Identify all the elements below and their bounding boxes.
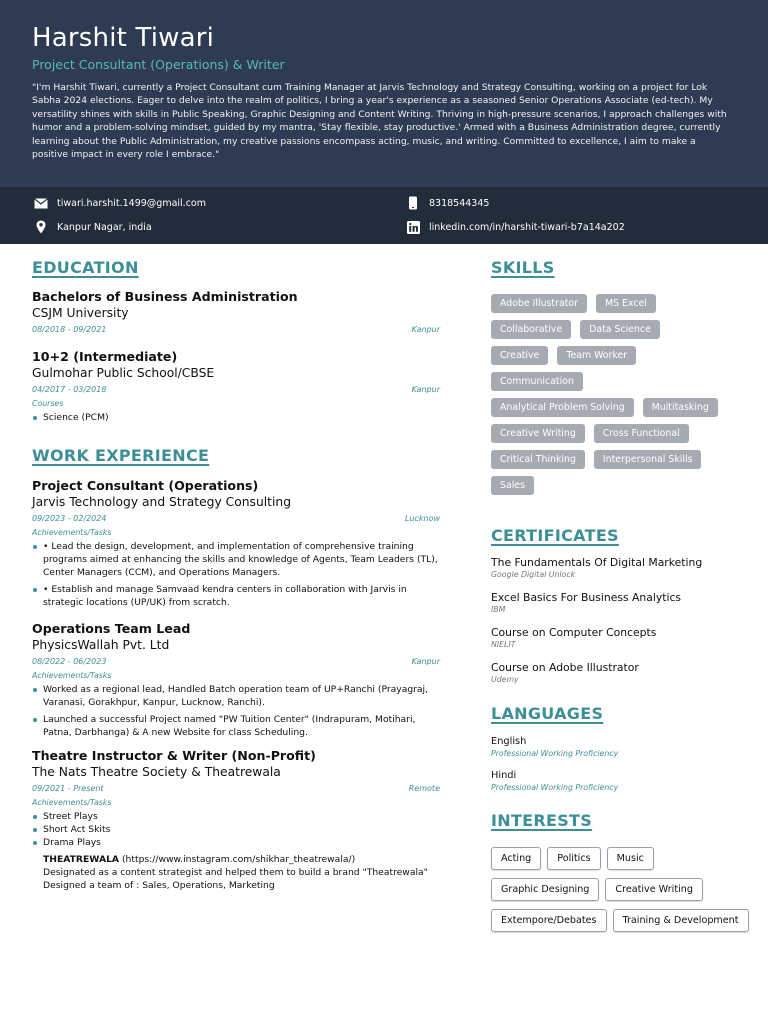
location-text: Kanpur Nagar, india bbox=[57, 221, 152, 233]
company-name: The Nats Theatre Society & Theatrewala bbox=[32, 765, 281, 779]
email-text: tiwari.harshit.1499@gmail.com bbox=[57, 197, 206, 209]
education-meta bbox=[32, 384, 440, 396]
skill-tag: Team Worker bbox=[557, 346, 636, 365]
education-dates: 08/2018 - 09/2021 bbox=[32, 325, 107, 334]
skills-list bbox=[491, 294, 731, 502]
skill-tag: Interpersonal Skills bbox=[594, 450, 702, 469]
interests-heading: INTERESTS bbox=[491, 811, 593, 830]
tasks-label: Achievements/Tasks bbox=[32, 798, 112, 807]
language-name: Hindi bbox=[491, 770, 517, 781]
education-meta bbox=[32, 324, 440, 336]
candidate-name: Harshit Tiwari bbox=[32, 23, 215, 53]
languages-heading: LANGUAGES bbox=[491, 704, 604, 723]
certificate-issuer: IBM bbox=[491, 605, 506, 614]
degree-title: Bachelors of Business Administration bbox=[32, 289, 298, 304]
courses-label: Courses bbox=[32, 399, 64, 408]
theatrewala-line: Designated as a content strategist and helped them to build a brand "Theatrewala" bbox=[43, 867, 428, 878]
tasks-list bbox=[32, 683, 440, 739]
interest-tag: Extempore/Debates bbox=[491, 909, 607, 932]
work-location: Remote bbox=[408, 784, 440, 793]
location-pin-icon bbox=[34, 220, 48, 234]
job-role: Operations Team Lead bbox=[32, 621, 191, 636]
tasks-label: Achievements/Tasks bbox=[32, 528, 112, 537]
education-entry bbox=[32, 348, 440, 424]
work-dates: 08/2022 - 06/2023 bbox=[32, 657, 107, 666]
tasks-list bbox=[32, 810, 440, 849]
tasks-label: Achievements/Tasks bbox=[32, 671, 112, 680]
work-dates: 09/2023 - 02/2024 bbox=[32, 514, 107, 523]
candidate-title: Project Consultant (Operations) & Writer bbox=[32, 57, 285, 72]
certificate-item bbox=[491, 661, 753, 685]
certificate-item bbox=[491, 591, 753, 615]
skill-tag: Analytical Problem Solving bbox=[491, 398, 634, 417]
certificates-list bbox=[491, 556, 753, 685]
school-name: CSJM University bbox=[32, 306, 129, 320]
job-role: Theatre Instructor & Writer (Non-Profit) bbox=[32, 748, 316, 763]
left-column bbox=[32, 256, 440, 892]
certificate-item bbox=[491, 626, 753, 650]
list-item: Street Plays bbox=[32, 810, 440, 823]
company-name: Jarvis Technology and Strategy Consulting bbox=[32, 495, 292, 509]
interest-tag: Graphic Designing bbox=[491, 878, 599, 901]
certificate-name: Course on Computer Concepts bbox=[491, 626, 657, 639]
list-item: Drama Plays bbox=[32, 836, 440, 849]
contact-location bbox=[34, 219, 152, 235]
work-entry bbox=[32, 747, 440, 892]
education-heading: EDUCATION bbox=[32, 258, 139, 277]
school-name: Gulmohar Public School/CBSE bbox=[32, 366, 215, 380]
interests-list bbox=[491, 847, 759, 940]
work-meta bbox=[32, 783, 440, 795]
theatrewala-link[interactable]: (https://www.instagram.com/shikhar_theatrewala/) bbox=[119, 854, 356, 865]
contact-email[interactable] bbox=[34, 195, 206, 211]
skill-tag: Sales bbox=[491, 476, 534, 495]
phone-text: 8318544345 bbox=[429, 197, 490, 209]
list-item: Worked as a regional lead, Handled Batch operation team of UP+Ranchi (Prayagraj, Varanasi, Gorakhpur, Kanpur, Lucknow, Ranchi). bbox=[32, 683, 440, 709]
skill-tag: Cross Functional bbox=[594, 424, 689, 443]
work-location: Lucknow bbox=[404, 514, 440, 523]
interest-tag: Training & Development bbox=[613, 909, 749, 932]
theatrewala-details bbox=[32, 853, 440, 892]
resume-header bbox=[0, 0, 768, 187]
right-column bbox=[491, 256, 753, 940]
courses-list bbox=[32, 411, 440, 424]
certificate-issuer: Google Digital Unlock bbox=[491, 570, 576, 579]
skill-tag: Multitasking bbox=[643, 398, 718, 417]
certificates-heading: CERTIFICATES bbox=[491, 526, 619, 545]
education-location: Kanpur bbox=[411, 385, 440, 394]
list-item: • Establish and manage Samvaad kendra centers in collaboration with Jarvis in strategic locations (UP/UK) from scratch. bbox=[32, 583, 440, 609]
skills-heading: SKILLS bbox=[491, 258, 555, 277]
list-item: Launched a successful Project named "PW Tuition Center" (Indrapuram, Motihari, Patna, Darbhanga) & A new Website for class Scheduling. bbox=[32, 713, 440, 739]
company-name: PhysicsWallah Pvt. Ltd bbox=[32, 638, 170, 652]
linkedin-text: linkedin.com/in/harshit-tiwari-b7a14a202 bbox=[429, 221, 625, 233]
list-item: Science (PCM) bbox=[32, 411, 440, 424]
education-location: Kanpur bbox=[411, 325, 440, 334]
envelope-icon bbox=[34, 196, 48, 210]
skill-tag: Collaborative bbox=[491, 320, 571, 339]
linkedin-icon bbox=[406, 220, 420, 234]
skill-tag: Creative bbox=[491, 346, 548, 365]
tasks-list bbox=[32, 540, 440, 609]
work-location: Kanpur bbox=[411, 657, 440, 666]
interest-tag: Acting bbox=[491, 847, 541, 870]
contact-phone[interactable] bbox=[406, 195, 489, 211]
certificate-item bbox=[491, 556, 753, 580]
phone-icon bbox=[406, 196, 420, 210]
skill-tag: Data Science bbox=[580, 320, 660, 339]
work-dates: 09/2021 - Present bbox=[32, 784, 104, 793]
work-entry bbox=[32, 477, 440, 609]
theatrewala-name: THEATREWALA bbox=[43, 854, 120, 865]
skill-tag: Adobe Illustrator bbox=[491, 294, 587, 313]
contact-linkedin[interactable] bbox=[406, 219, 625, 235]
theatrewala-line: Designed a team of : Sales, Operations, Marketing bbox=[43, 880, 275, 891]
interest-tag: Politics bbox=[547, 847, 600, 870]
certificate-issuer: NIELIT bbox=[491, 640, 516, 649]
skill-tag: Communication bbox=[491, 372, 583, 391]
interest-tag: Music bbox=[607, 847, 654, 870]
certificate-name: Excel Basics For Business Analytics bbox=[491, 591, 682, 604]
certificate-name: The Fundamentals Of Digital Marketing bbox=[491, 556, 703, 569]
interest-tag: Creative Writing bbox=[605, 878, 703, 901]
work-experience-heading: WORK EXPERIENCE bbox=[32, 446, 210, 465]
skill-tag: Critical Thinking bbox=[491, 450, 585, 469]
degree-title: 10+2 (Intermediate) bbox=[32, 349, 178, 364]
language-level: Professional Working Proficiency bbox=[491, 783, 619, 792]
certificate-issuer: Udemy bbox=[491, 675, 519, 684]
language-name: English bbox=[491, 736, 527, 747]
language-level: Professional Working Proficiency bbox=[491, 749, 619, 758]
work-meta bbox=[32, 513, 440, 525]
education-dates: 04/2017 - 03/2018 bbox=[32, 385, 107, 394]
certificate-name: Course on Adobe Illustrator bbox=[491, 661, 639, 674]
job-role: Project Consultant (Operations) bbox=[32, 478, 259, 493]
list-item: Short Act Skits bbox=[32, 823, 440, 836]
summary-text: "I'm Harshit Tiwari, currently a Project Consultant cum Training Manager at Jarvis Technology and Strategy Consulting, working on a project for Lok Sabha 2024 elections. Eager to delve into the realm of politics, I bring a year's experience as a seasoned Senior Operations Associate (ed-tech). My versatility shines with skills in Public Speaking, Graphic Designing and Content Writing. Thriving in high-pressure scenarios, I approach challenges with humor and a problem-solving mindset, guided by my mantra, 'Stay flexible, stay productive.' Armed with a Business Administration degree, currently learning about the Public Administration, my creative passions encompass acting, music, and writing. Committed to excellence, I aim to make a positive impact in every role I embrace." bbox=[32, 82, 727, 161]
contact-bar bbox=[0, 187, 768, 244]
skill-tag: Creative Writing bbox=[491, 424, 585, 443]
list-item: • Lead the design, development, and implementation of comprehensive training programs aimed at enhancing the skills and knowledge of Agents, Team Leaders (TL), Center Managers (CCM), and Operations Managers. bbox=[32, 540, 440, 579]
skill-tag: MS Excel bbox=[596, 294, 656, 313]
work-entry bbox=[32, 620, 440, 739]
languages-list bbox=[491, 735, 753, 793]
work-meta bbox=[32, 656, 440, 668]
education-entry bbox=[32, 288, 440, 336]
